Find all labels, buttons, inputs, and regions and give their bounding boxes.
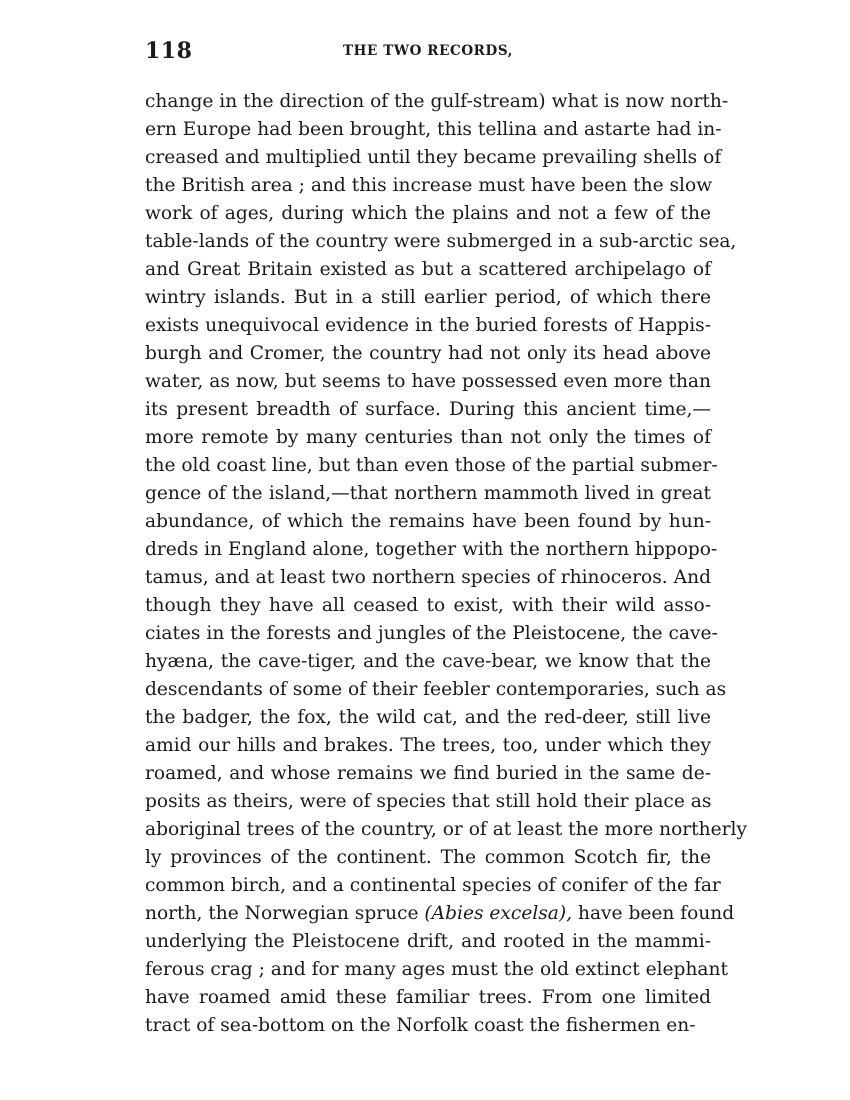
text-line: though they have all ceased to exist, with their wild asso- <box>145 595 711 616</box>
text-line: more remote by many centuries than not only the times of <box>145 427 711 448</box>
text-line: underlying the Pleistocene drift, and rooted in the mammi- <box>145 931 711 952</box>
text-line: ciates in the forests and jungles of the Pleistocene, the cave- <box>145 623 718 644</box>
text-line: change in the direction of the gulf-stream) what is now north- <box>145 91 729 112</box>
text-segment: north, the Norwegian spruce <box>145 903 425 924</box>
text-line: gence of the island,—that northern mammoth lived in great <box>145 483 711 504</box>
text-line: its present breadth of surface. During this ancient time,— <box>145 399 711 420</box>
text-line: tamus, and at least two northern species of rhinoceros. And <box>145 567 711 588</box>
text-line: creased and multiplied until they became prevailing shells of <box>145 147 722 168</box>
text-line: ferous crag ; and for many ages must the old extinct elephant <box>145 959 728 980</box>
text-line: ly provinces of the continent. The common Scotch fir, the <box>145 847 711 868</box>
text-line: descendants of some of their feebler contemporaries, such as <box>145 679 727 700</box>
text-line: have roamed amid these familiar trees. From one limited <box>145 987 711 1008</box>
running-header <box>145 38 711 62</box>
text-line: and Great Britain existed as but a scattered archipelago of <box>145 259 711 280</box>
text-line: posits as theirs, were of species that still hold their place as <box>145 791 712 812</box>
text-line: water, as now, but seems to have possessed even more than <box>145 371 711 392</box>
text-line-with-italic <box>145 900 735 928</box>
text-line: wintry islands. But in a still earlier period, of which there <box>145 287 711 308</box>
text-line: dreds in England alone, together with the northern hippopo- <box>145 539 718 560</box>
text-line: the badger, the fox, the wild cat, and the red-deer, still live <box>145 707 711 728</box>
text-line: exists unequivocal evidence in the buried forests of Happis- <box>145 315 711 336</box>
text-line: table-lands of the country were submerged in a sub-arctic sea, <box>145 231 737 252</box>
text-line: burgh and Cromer, the country had not only its head above <box>145 343 711 364</box>
running-title: THE TWO RECORDS, <box>343 43 513 59</box>
text-line: common birch, and a continental species of conifer of the far <box>145 875 721 896</box>
text-line: the old coast line, but than even those of the partial submer- <box>145 455 718 476</box>
text-line: ern Europe had been brought, this tellina and astarte had in- <box>145 119 722 140</box>
body-text <box>145 88 747 1040</box>
text-line: aboriginal trees of the country, or of at least the more northerly <box>145 819 747 840</box>
italic-species-name: (Abies excelsa), <box>424 903 573 924</box>
text-line: abundance, of which the remains have been found by hun- <box>145 511 711 532</box>
text-line: tract of sea-bottom on the Norfolk coast the fishermen en- <box>145 1015 696 1036</box>
text-line: amid our hills and brakes. The trees, too, under which they <box>145 735 711 756</box>
text-segment: have been found <box>572 903 735 924</box>
text-line: hyæna, the cave-tiger, and the cave-bear, we know that the <box>145 651 711 672</box>
text-line: roamed, and whose remains we find buried in the same de- <box>145 763 711 784</box>
text-line: the British area ; and this increase must have been the slow <box>145 175 713 196</box>
text-line: work of ages, during which the plains and not a few of the <box>145 203 711 224</box>
page-number: 118 <box>145 38 193 64</box>
